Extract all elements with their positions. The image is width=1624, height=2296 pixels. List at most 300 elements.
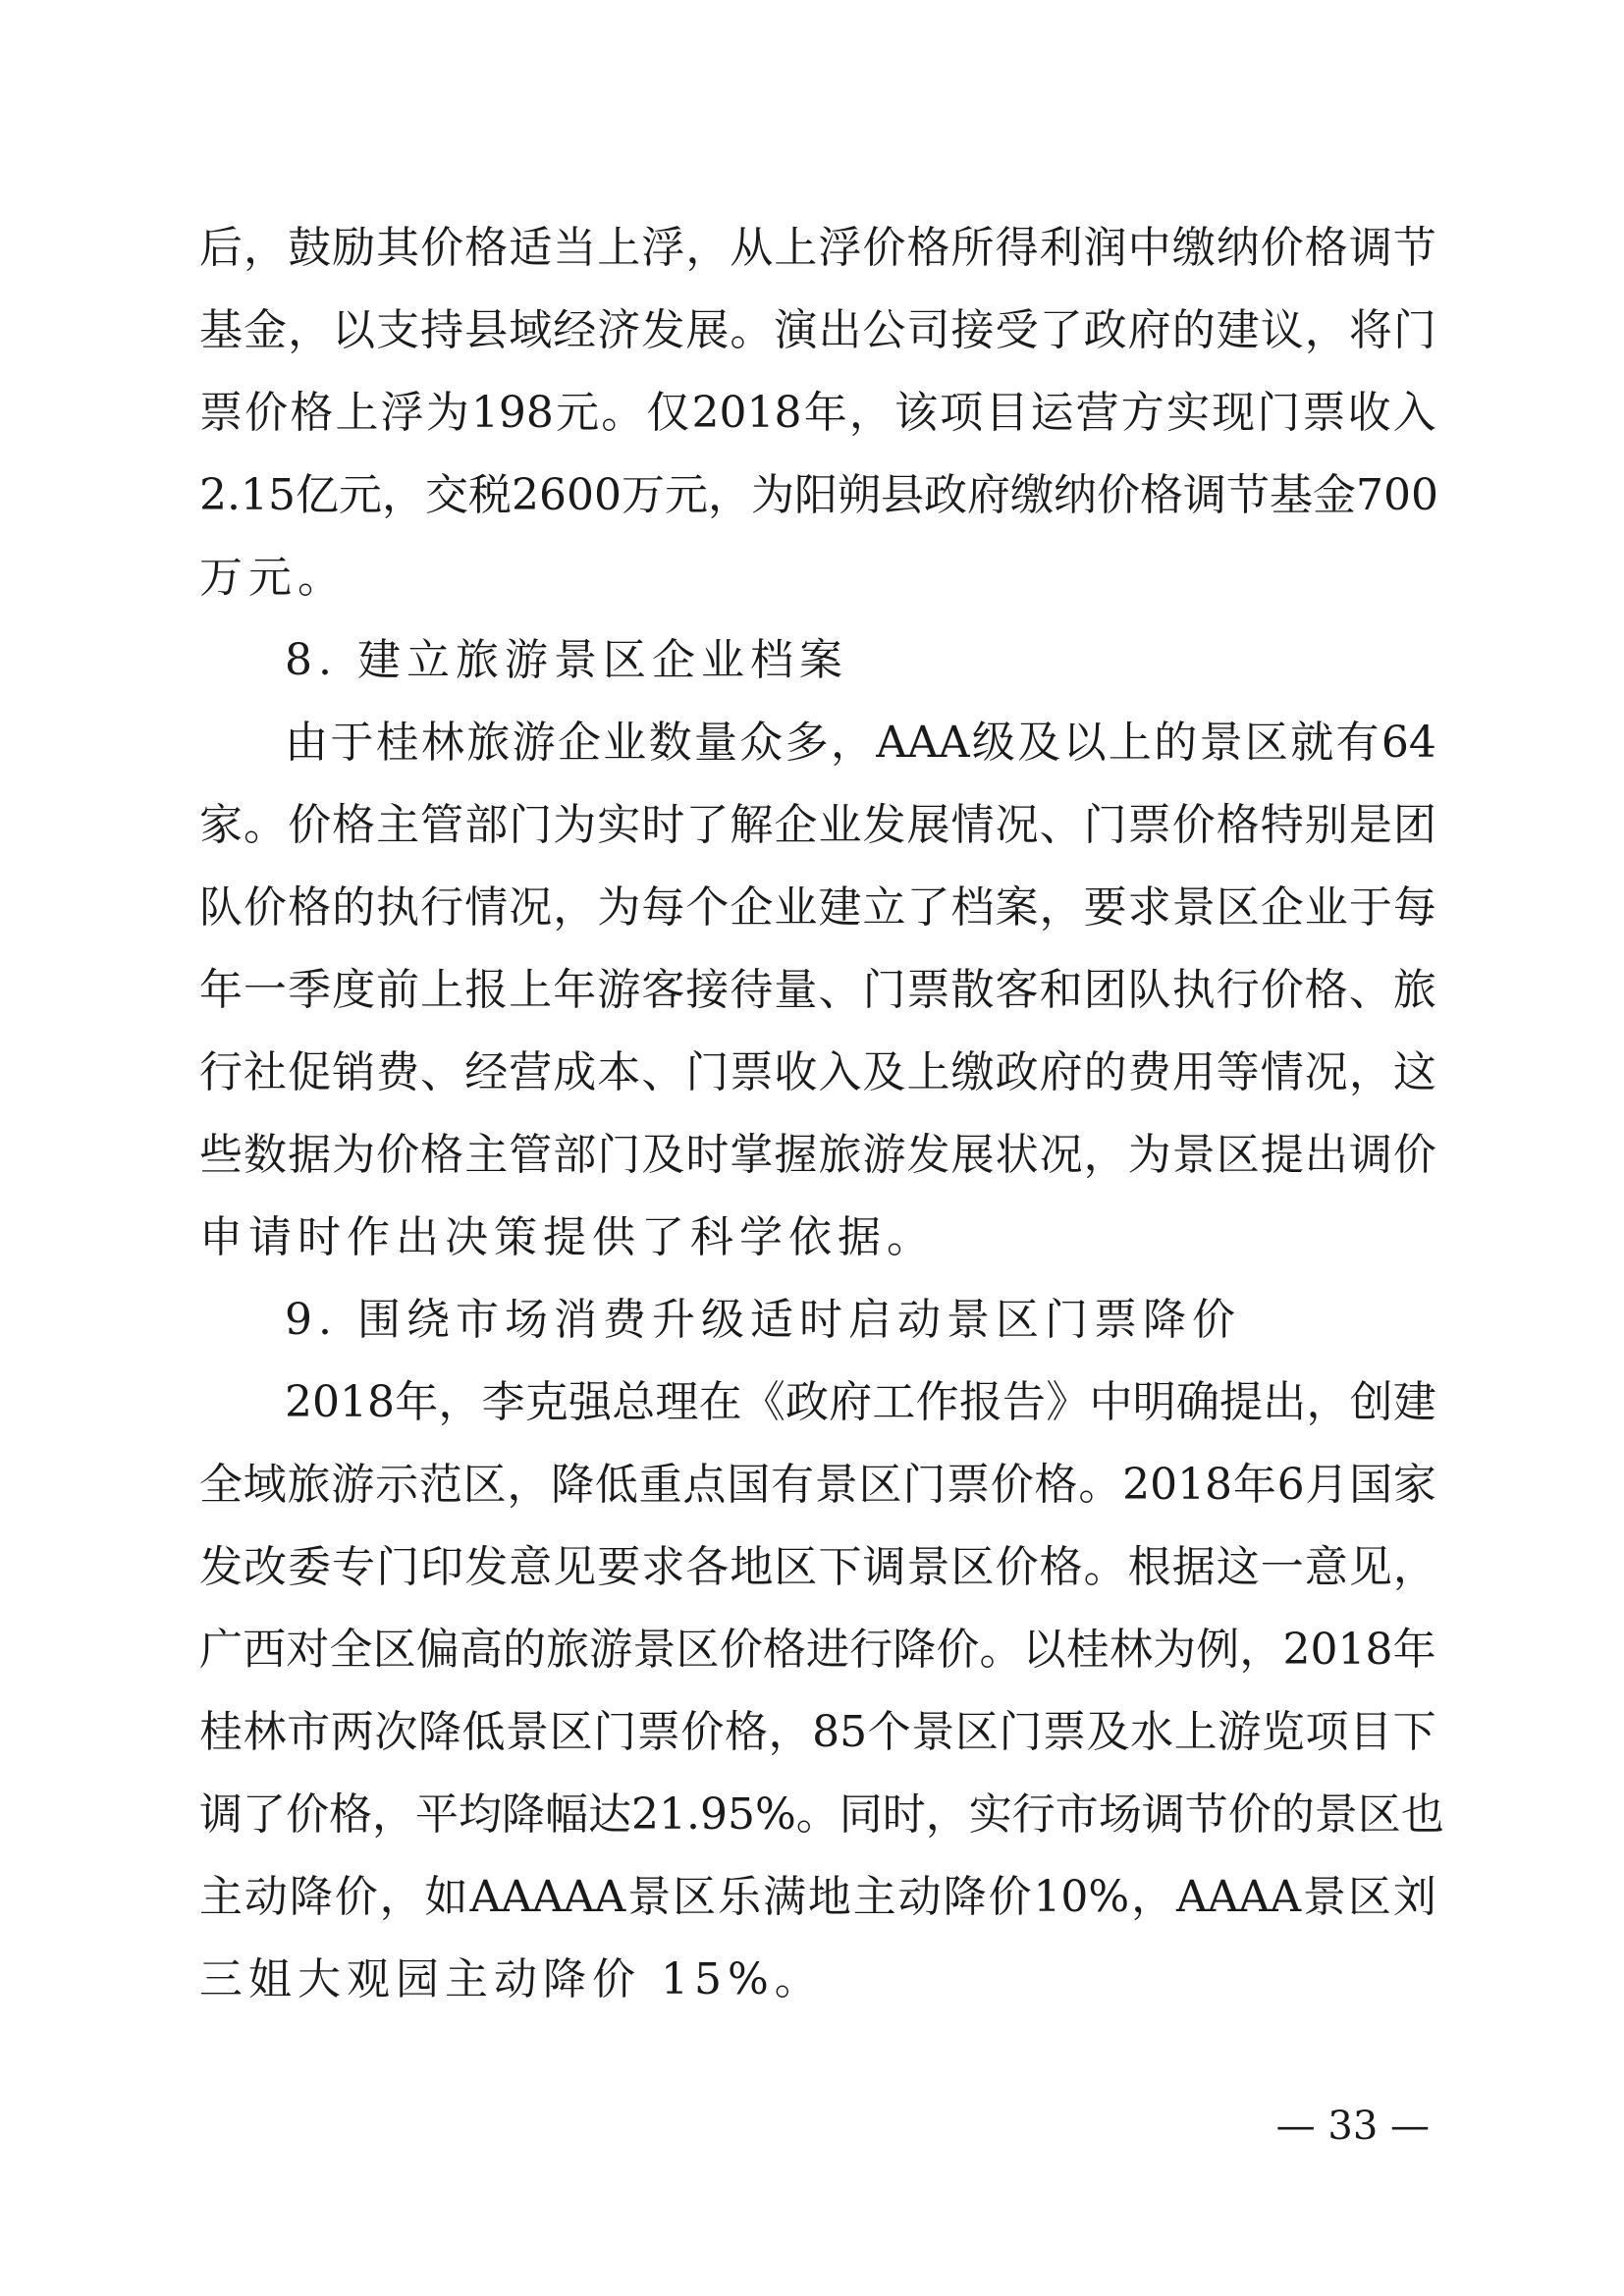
text-glyph: AAAAA: [469, 1872, 626, 1922]
text-glyph: 入: [1392, 388, 1436, 438]
text-glyph: ，: [507, 1460, 551, 1510]
text-glyph: 游: [1218, 1707, 1262, 1757]
text-glyph: 度: [332, 965, 376, 1015]
text-glyph: 发: [906, 1130, 950, 1180]
text-glyph: 价: [334, 1872, 378, 1922]
text-glyph: 解: [730, 800, 774, 850]
text-glyph: 利: [1039, 223, 1083, 273]
text-glyph: 个: [685, 882, 730, 933]
text-glyph: 接: [685, 965, 730, 1015]
text-glyph: 行: [420, 882, 464, 933]
text-glyph: 票: [1042, 1707, 1086, 1757]
text-glyph: 景: [1171, 1130, 1216, 1180]
text-glyph: 进: [805, 1625, 849, 1675]
text-glyph: 支: [376, 305, 420, 355]
text-glyph: 调: [1182, 470, 1226, 520]
text-glyph: 当: [553, 223, 597, 273]
text-glyph: 门: [597, 1130, 641, 1180]
text-glyph: 地: [807, 1872, 851, 1922]
text-glyph: ，: [372, 1789, 415, 1840]
text-glyph: 票: [906, 965, 950, 1015]
text-glyph: 项: [1305, 1707, 1349, 1757]
text-glyph: 林: [420, 718, 464, 768]
text-glyph: 2018: [1122, 1460, 1233, 1510]
text-glyph: 偏: [415, 1625, 460, 1675]
text-glyph: 了: [906, 882, 950, 933]
text-glyph: 、: [1039, 800, 1083, 850]
text-glyph: 景: [1199, 718, 1243, 768]
text-glyph: 价: [1227, 1789, 1272, 1840]
text-glyph: 区: [954, 1707, 999, 1757]
text-glyph: 月: [1305, 1460, 1349, 1510]
text-line: [199, 466, 1436, 525]
text-glyph: 阳: [793, 470, 838, 520]
text-glyph: 税: [467, 470, 512, 520]
text-glyph: 中: [1127, 223, 1171, 273]
text-glyph: 意: [509, 1542, 553, 1592]
text-glyph: 掌: [730, 1130, 774, 1180]
text-glyph: 览: [1261, 1707, 1305, 1757]
text-glyph: 域: [243, 1460, 287, 1510]
text-glyph: 发: [199, 1542, 243, 1592]
text-glyph: 和: [1039, 965, 1083, 1015]
text-glyph: 及: [1017, 718, 1061, 768]
text-glyph: 政: [995, 1047, 1039, 1097]
text-glyph: 的: [332, 882, 376, 933]
text-glyph: 提: [1219, 1377, 1264, 1427]
text-glyph: 况: [1039, 1130, 1083, 1180]
text-glyph: 旅: [287, 1460, 331, 1510]
text-glyph: 旅: [1392, 965, 1436, 1015]
text-glyph: ，: [925, 1789, 969, 1840]
text-glyph: 64: [1380, 718, 1436, 768]
text-glyph: 游: [589, 1625, 633, 1675]
text-glyph: 实: [597, 800, 641, 850]
text-glyph: 国: [727, 1460, 771, 1510]
text-glyph: 林: [1109, 1625, 1153, 1675]
text-glyph: 业: [774, 882, 818, 933]
text-glyph: 。: [1083, 1542, 1127, 1592]
text-glyph: 2018: [285, 1377, 395, 1427]
text-glyph: 为: [1127, 1130, 1171, 1180]
text-glyph: 府: [966, 470, 1010, 520]
text-glyph: 桂: [199, 1707, 243, 1757]
text-glyph: 公: [862, 305, 906, 355]
text-glyph: 区: [1244, 718, 1288, 768]
text-glyph: 浮: [818, 223, 862, 273]
text-glyph: 为: [750, 470, 794, 520]
text-glyph: 团: [1392, 800, 1436, 850]
text-glyph: 西: [243, 1625, 287, 1675]
text-glyph: 企: [730, 882, 774, 933]
text-glyph: 票: [1302, 388, 1346, 438]
text-glyph: 情: [1260, 1047, 1304, 1097]
text-glyph: 了: [1039, 305, 1083, 355]
text-glyph: 调: [862, 1542, 906, 1592]
text-glyph: 2018: [691, 388, 802, 438]
text-glyph: 区: [1216, 882, 1260, 933]
text-glyph: 格: [906, 223, 950, 273]
text-glyph: 行: [1011, 1789, 1056, 1840]
text-glyph: 作: [915, 1377, 959, 1427]
text-glyph: 济: [597, 305, 641, 355]
text-glyph: 价: [719, 1625, 763, 1675]
text-glyph: 缴: [1009, 470, 1054, 520]
text-glyph: 上: [906, 1047, 950, 1097]
text-line: [199, 1703, 1436, 1762]
text-glyph: 例: [1196, 1625, 1240, 1675]
text-glyph: 主: [464, 1130, 509, 1180]
text-glyph: 费: [1127, 1047, 1171, 1097]
text-glyph: 将: [1348, 305, 1392, 355]
text-glyph: 数: [648, 718, 692, 768]
text-glyph: 门: [685, 1047, 730, 1097]
text-glyph: 仅: [646, 388, 690, 438]
text-glyph: 受: [995, 305, 1039, 355]
text-glyph: 域: [509, 305, 553, 355]
text-glyph: 后: [199, 223, 243, 273]
text-glyph: ，: [379, 1872, 423, 1922]
text-glyph: 的: [1171, 305, 1216, 355]
text-glyph: 量: [693, 718, 737, 768]
text-glyph: 格: [1216, 800, 1260, 850]
text-glyph: 一: [1260, 1542, 1304, 1592]
text-glyph: 量: [774, 965, 818, 1015]
text-glyph: 区: [1347, 1872, 1391, 1922]
text-glyph: 格: [1304, 965, 1348, 1015]
text-glyph: 况: [995, 800, 1039, 850]
text-glyph: 价: [1260, 223, 1304, 273]
text-glyph: 价: [288, 800, 332, 850]
text-glyph: 促: [288, 1047, 332, 1097]
text-glyph: 发: [862, 800, 906, 850]
text-glyph: 门: [862, 965, 906, 1015]
text-glyph: 门: [999, 1707, 1043, 1757]
text-glyph: 主: [852, 1872, 896, 1922]
text-glyph: 出: [818, 305, 862, 355]
text-line: [199, 1621, 1436, 1680]
text-glyph: 情: [950, 800, 995, 850]
text-glyph: 、: [420, 1047, 464, 1097]
text-glyph: 年: [803, 388, 847, 438]
text-glyph: 游: [331, 1460, 375, 1510]
text-glyph: 及: [1086, 1707, 1130, 1757]
text-glyph: 改: [244, 1542, 288, 1592]
text-glyph: 入: [818, 1047, 862, 1097]
text-glyph: 浮: [380, 388, 424, 438]
text-glyph: ，: [1083, 1130, 1127, 1180]
text-glyph: 景: [627, 1872, 672, 1922]
text-glyph: 出: [1263, 1377, 1307, 1427]
text-glyph: 报: [464, 965, 509, 1015]
text-glyph: 特: [1260, 800, 1304, 850]
text-glyph: 格: [1039, 1542, 1083, 1592]
text-glyph: 这: [1216, 1542, 1260, 1592]
text-glyph: 格: [464, 223, 509, 273]
text-glyph: 调: [1348, 1130, 1392, 1180]
text-glyph: 。: [730, 305, 774, 355]
text-glyph: 握: [774, 1130, 818, 1180]
text-line: 万元。: [199, 553, 347, 603]
text-glyph: 低: [594, 1460, 638, 1510]
text-glyph: 价: [1171, 800, 1216, 850]
text-glyph: 告: [1002, 1377, 1047, 1427]
text-glyph: 年: [199, 965, 243, 1015]
text-glyph: 见: [1348, 1542, 1392, 1592]
text-glyph: 格: [290, 388, 334, 438]
text-glyph: 为: [332, 1130, 376, 1180]
text-glyph: 价: [990, 1460, 1034, 1510]
text-glyph: 为: [1153, 1625, 1197, 1675]
text-glyph: 为: [553, 800, 597, 850]
text-glyph: 价: [988, 1872, 1032, 1922]
text-glyph: 门: [376, 1542, 420, 1592]
text-glyph: 各: [685, 1542, 730, 1592]
text-glyph: 游: [862, 1130, 906, 1180]
text-glyph: 2.: [199, 470, 241, 520]
text-glyph: 县: [464, 305, 509, 355]
text-glyph: 。: [795, 1789, 839, 1840]
text-glyph: ，: [288, 305, 332, 355]
text-line: [285, 1373, 1436, 1432]
text-glyph: 亿: [295, 470, 339, 520]
text-glyph: 收: [774, 1047, 818, 1097]
text-glyph: 的: [1154, 718, 1198, 768]
text-glyph: 景: [1303, 1872, 1347, 1922]
text-glyph: 景: [632, 1625, 677, 1675]
text-glyph: 纳: [1053, 470, 1097, 520]
text-glyph: 求: [641, 1542, 685, 1592]
text-glyph: 门: [1257, 388, 1301, 438]
text-glyph: 营: [509, 1047, 553, 1097]
text-glyph: 调: [1348, 223, 1392, 273]
text-glyph: 目: [985, 388, 1029, 438]
text-glyph: 金: [244, 305, 288, 355]
text-glyph: 格: [724, 1707, 768, 1757]
text-glyph: 司: [906, 305, 950, 355]
text-glyph: 状: [995, 1130, 1039, 1180]
text-glyph: 价: [244, 388, 289, 438]
text-glyph: 求: [1127, 882, 1171, 933]
text-glyph: 旅: [546, 1625, 590, 1675]
text-glyph: 情: [464, 882, 509, 933]
text-glyph: 区: [462, 1460, 507, 1510]
text-glyph: 演: [774, 305, 818, 355]
text-glyph: 降: [289, 1872, 333, 1922]
text-glyph: 的: [502, 1625, 546, 1675]
text-glyph: 缴: [950, 1047, 995, 1097]
text-glyph: 下: [818, 1542, 862, 1592]
text-glyph: 区: [549, 1707, 593, 1757]
text-glyph: 地: [730, 1542, 774, 1592]
text-glyph: 季: [288, 965, 332, 1015]
text-glyph: 有: [1335, 718, 1380, 768]
text-glyph: 社: [244, 1047, 288, 1097]
text-glyph: 价: [1392, 1130, 1436, 1180]
text-glyph: 年: [1392, 1625, 1436, 1675]
text-line: [285, 714, 1436, 773]
text-glyph: 上: [509, 965, 553, 1015]
text-glyph: 克: [524, 1377, 568, 1427]
text-glyph: 目: [1349, 1707, 1393, 1757]
text-glyph: 提: [1260, 1130, 1304, 1180]
text-glyph: 要: [597, 1542, 641, 1592]
text-glyph: 。: [601, 388, 645, 438]
text-glyph: 对: [286, 1625, 330, 1675]
text-glyph: 县: [880, 470, 924, 520]
text-glyph: 委: [288, 1542, 332, 1592]
text-glyph: 一: [244, 965, 288, 1015]
text-glyph: 》: [1046, 1377, 1090, 1427]
text-glyph: ，: [1392, 1542, 1436, 1592]
text-glyph: 格: [332, 800, 376, 850]
text-glyph: 每: [641, 882, 685, 933]
text-glyph: 数: [244, 1130, 288, 1180]
text-glyph: 印: [420, 1542, 464, 1592]
text-glyph: 降: [502, 1789, 545, 1840]
text-line: [199, 796, 1436, 855]
text-glyph: 经: [553, 305, 597, 355]
text-glyph: 票: [199, 388, 243, 438]
text-glyph: 85: [812, 1707, 868, 1757]
text-glyph: 满: [762, 1872, 806, 1922]
text-glyph: 桂: [1065, 1625, 1110, 1675]
text-glyph: 198: [470, 388, 554, 438]
text-glyph: 格: [420, 1130, 464, 1180]
text-glyph: ，: [1306, 1377, 1350, 1427]
text-glyph: 门: [1083, 800, 1127, 850]
text-glyph: 成: [553, 1047, 597, 1097]
text-glyph: 上: [1108, 718, 1152, 768]
text-glyph: 见: [553, 1542, 597, 1592]
text-glyph: ，: [553, 882, 597, 933]
text-glyph: 执: [376, 882, 420, 933]
text-glyph: 动: [244, 1872, 288, 1922]
text-glyph: 根: [1127, 1542, 1171, 1592]
text-glyph: 旅: [818, 1130, 862, 1180]
text-glyph: 的: [1271, 1789, 1315, 1840]
text-glyph: ，: [1348, 1047, 1392, 1097]
text-glyph: 次: [374, 1707, 418, 1757]
text-glyph: ，: [1039, 882, 1083, 933]
text-glyph: 由: [285, 718, 328, 768]
text-glyph: ，: [848, 388, 893, 438]
text-glyph: 客: [995, 965, 1039, 1015]
text-glyph: 府: [1127, 305, 1171, 355]
text-glyph: 团: [1083, 965, 1127, 1015]
text-glyph: 为: [597, 882, 641, 933]
text-glyph: 景: [814, 1460, 858, 1510]
text-glyph: 节: [1225, 470, 1270, 520]
text-glyph: 业: [603, 718, 647, 768]
text-line: [199, 1456, 1436, 1515]
text-glyph: 降: [551, 1460, 595, 1510]
text-glyph: 明: [1132, 1377, 1176, 1427]
text-glyph: ，: [244, 223, 288, 273]
text-glyph: 范: [418, 1460, 462, 1510]
text-glyph: 价: [995, 1542, 1039, 1592]
text-glyph: 政: [1083, 305, 1127, 355]
text-glyph: 市: [1055, 1789, 1099, 1840]
text-glyph: 林: [243, 1707, 287, 1757]
text-glyph: 的: [1083, 1047, 1127, 1097]
text-glyph: 达: [588, 1789, 631, 1840]
text-glyph: 均: [459, 1789, 502, 1840]
text-line: 申请时作出决策提供了科学依据。: [199, 1212, 936, 1262]
text-glyph: 格: [1304, 223, 1348, 273]
text-glyph: 交: [424, 470, 468, 520]
text-glyph: 用: [1171, 1047, 1216, 1097]
text-glyph: 、: [818, 965, 862, 1015]
text-glyph: 也: [1400, 1789, 1444, 1840]
text-glyph: 。: [979, 1625, 1023, 1675]
text-glyph: 润: [1083, 223, 1127, 273]
text-glyph: 区: [676, 1625, 720, 1675]
text-glyph: 众: [739, 718, 784, 768]
text-glyph: 上: [1173, 1707, 1218, 1757]
text-line: 三姐大观园主动降价 15%。: [199, 1954, 824, 2004]
text-glyph: 建: [1216, 305, 1260, 355]
text-glyph: 发: [464, 1542, 509, 1592]
text-glyph: 议: [1260, 305, 1304, 355]
text-glyph: 政: [923, 470, 967, 520]
text-glyph: 21.: [631, 1789, 700, 1840]
text-glyph: 、: [641, 1047, 685, 1097]
text-glyph: 政: [785, 1377, 830, 1427]
text-glyph: 重: [638, 1460, 682, 1510]
text-glyph: 。: [1078, 1460, 1122, 1510]
text-glyph: 浮: [641, 223, 685, 273]
text-glyph: 价: [680, 1707, 725, 1757]
text-glyph: 据: [288, 1130, 332, 1180]
text-glyph: 下: [1392, 1707, 1436, 1757]
text-glyph: 出: [1304, 1130, 1348, 1180]
text-glyph: 景: [911, 1707, 955, 1757]
text-glyph: 水: [1130, 1707, 1174, 1757]
text-glyph: 企: [774, 800, 818, 850]
text-glyph: 鼓: [288, 223, 332, 273]
text-glyph: 元: [556, 388, 600, 438]
text-glyph: 况: [1304, 1047, 1348, 1097]
text-glyph: 上: [420, 965, 464, 1015]
text-glyph: 景: [906, 1542, 950, 1592]
text-glyph: 调: [1141, 1789, 1185, 1840]
text-glyph: 旅: [466, 718, 511, 768]
text-glyph: 据: [1171, 1542, 1216, 1592]
text-glyph: 价: [244, 882, 288, 933]
text-glyph: 主: [376, 800, 420, 850]
text-line: [199, 301, 1436, 360]
text-glyph: 管: [420, 800, 464, 850]
text-glyph: 管: [509, 1130, 553, 1180]
text-glyph: AAA: [876, 718, 970, 768]
text-glyph: 价: [862, 223, 906, 273]
text-glyph: 家: [1392, 1460, 1436, 1510]
text-glyph: 价: [286, 1789, 329, 1840]
text-glyph: 示: [375, 1460, 419, 1510]
text-glyph: 时: [882, 1789, 926, 1840]
text-glyph: 业: [818, 800, 862, 850]
text-glyph: 元: [664, 470, 708, 520]
text-glyph: AAAA: [1176, 1872, 1302, 1922]
text-glyph: 专: [332, 1542, 376, 1592]
text-glyph: 运: [1030, 388, 1074, 438]
text-glyph: 年: [553, 965, 597, 1015]
text-glyph: 格: [1034, 1460, 1078, 1510]
text-glyph: 实: [968, 1789, 1012, 1840]
text-glyph: 展: [950, 1130, 995, 1180]
text-glyph: ，: [707, 470, 751, 520]
